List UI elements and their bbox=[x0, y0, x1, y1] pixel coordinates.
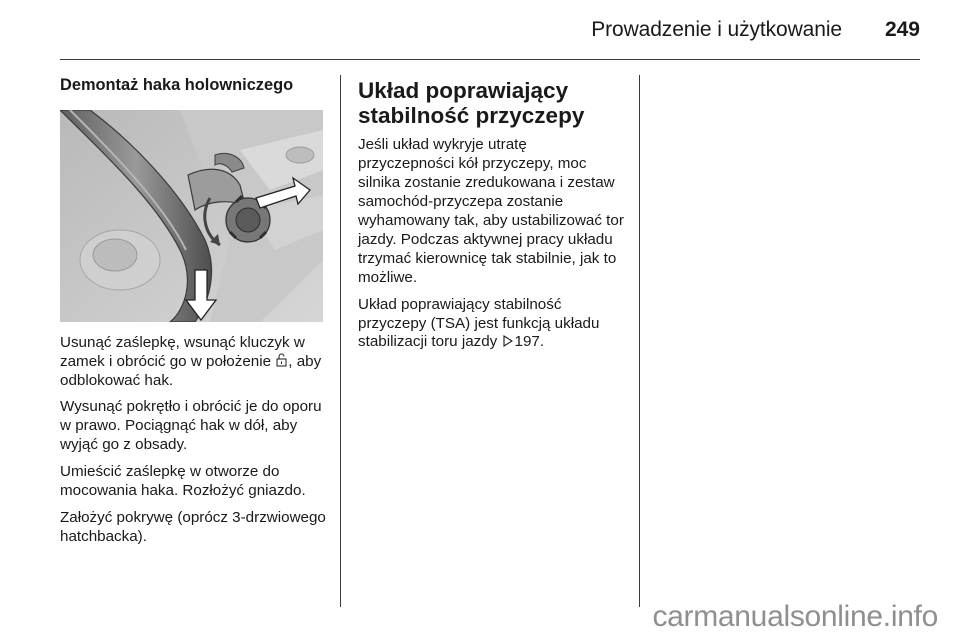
unlock-position-icon bbox=[276, 353, 287, 367]
right-column bbox=[358, 78, 626, 360]
tsa-reference-end: . bbox=[539, 333, 545, 351]
site-watermark: carmanualsonline.info bbox=[652, 600, 938, 633]
page-header bbox=[60, 0, 920, 62]
column-divider-left bbox=[340, 75, 341, 607]
page-number: 249 bbox=[884, 18, 920, 41]
tsa-reference-paragraph bbox=[358, 296, 626, 353]
tow-hook-removal-heading: Demontaż haka holowniczego bbox=[60, 76, 294, 94]
step-unlock-paragraph bbox=[60, 334, 328, 391]
tow-hook-illustration bbox=[60, 110, 323, 322]
column-divider-right bbox=[639, 75, 640, 607]
tsa-reference-text: Układ poprawiający stabilność przyczepy (TSA) jest funkcją układu stabilizacji toru jazdy bbox=[358, 295, 600, 351]
header-divider bbox=[60, 59, 920, 60]
left-column bbox=[60, 76, 328, 555]
step-unlock-text: Usunąć zaślepkę, wsunąć kluczyk w zamek i obrócić go w położenie bbox=[60, 333, 305, 370]
step-cover-paragraph: Założyć pokrywę (oprócz 3-drzwiowego hatchbacka). bbox=[60, 508, 326, 545]
trailer-stability-heading: Układ poprawiający stabilność przyczepy bbox=[358, 78, 585, 129]
trailer-stability-description: Jeśli układ wykryje utratę przyczepności kół przyczepy, moc silnika zostanie zredukowana i zestaw samochód-przyczepa zostanie wyhamowany tak, aby ustabilizować tor jazdy. Podczas aktywnej pracy układu trzymać kierownicę tak stabilnie, jak to możliwe. bbox=[358, 136, 624, 286]
page-reference-arrow-icon bbox=[503, 335, 513, 347]
step-unlock-text-end: , aby odblokować hak. bbox=[60, 352, 322, 389]
section-title: Prowadzenie i użytkowanie bbox=[591, 18, 842, 41]
tsa-reference-page[interactable]: 197 bbox=[514, 333, 540, 351]
step-cap-paragraph: Umieścić zaślepkę w otworze do mocowania haka. Rozłożyć gniazdo. bbox=[60, 463, 306, 500]
step-release-paragraph: Wysunąć pokrętło i obrócić je do oporu w prawo. Pociągnąć hak w dół, aby wyjąć go z obsady. bbox=[60, 398, 322, 454]
